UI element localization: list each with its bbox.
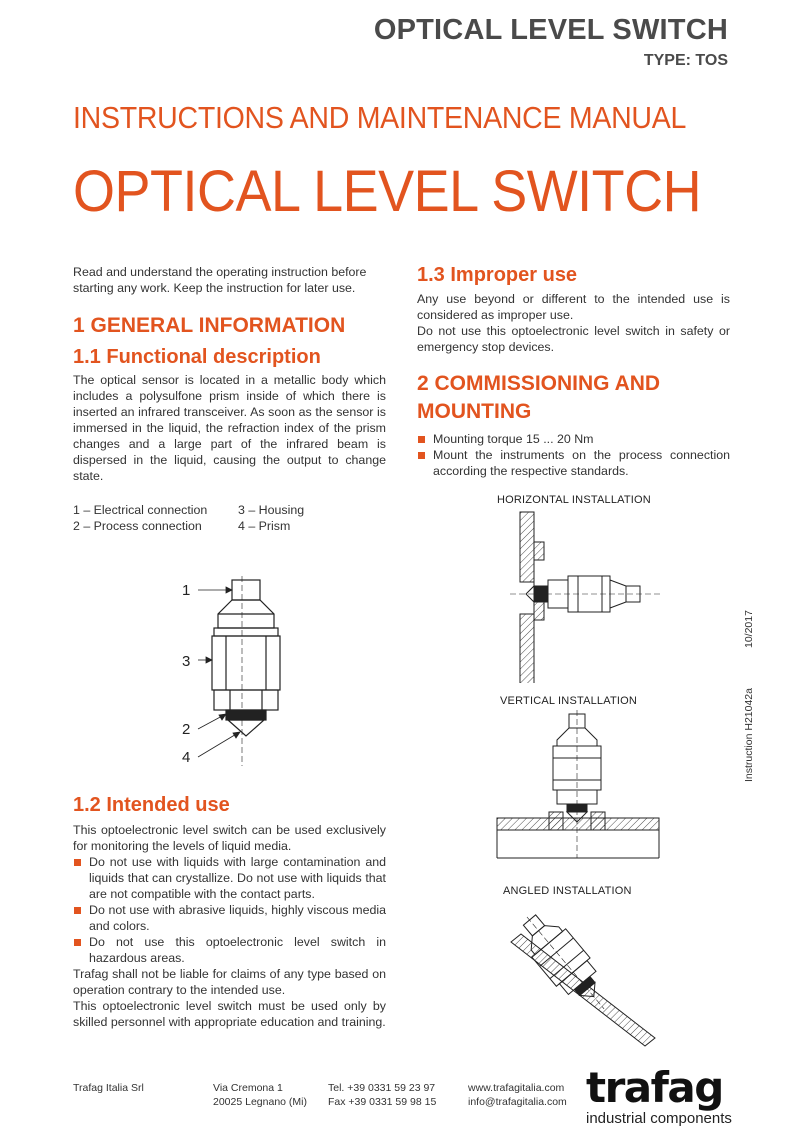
legend-item: 4 – Prism xyxy=(238,519,291,533)
angled-installation-drawing xyxy=(505,898,665,1048)
list-item: Do not use this optoelectronic level switch in hazardous areas. xyxy=(73,934,386,966)
section-1-2-heading: 1.2 Intended use xyxy=(73,794,230,816)
horizontal-installation-label: HORIZONTAL INSTALLATION xyxy=(497,494,651,506)
horizontal-installation-drawing xyxy=(490,508,670,683)
vertical-installation-drawing xyxy=(495,708,665,868)
mounting-list xyxy=(417,431,730,479)
footer-address: Via Cremona 1 20025 Legnano (Mi) xyxy=(213,1082,307,1108)
callout-4: 4 xyxy=(182,749,191,766)
footer-web xyxy=(468,1081,567,1109)
intro-text: Read and understand the operating instruction before starting any work. Keep the instruction for later use. xyxy=(73,265,367,295)
sensor-drawing xyxy=(190,570,300,770)
list-item: Do not use with liquids with large contamination and liquids that can crystallize. Do not use with liquids that are not compatible with the contact parts. xyxy=(73,854,386,902)
legend-item: 2 – Process connection xyxy=(73,519,202,533)
header-title: OPTICAL LEVEL SWITCH xyxy=(373,14,728,46)
angled-installation-label: ANGLED INSTALLATION xyxy=(503,885,632,897)
list-item: Do not use with abrasive liquids, highly viscous media and colors. xyxy=(73,902,386,934)
section-2-heading: 2 COMMISSIONING AND MOUNTING xyxy=(417,372,661,423)
legend-item: 3 – Housing xyxy=(238,503,305,517)
legend-item: 1 – Electrical connection xyxy=(73,503,208,517)
page-title: OPTICAL LEVEL SWITCH xyxy=(73,159,702,224)
section-1-heading: 1 GENERAL INFORMATION xyxy=(73,314,346,337)
callout-3: 3 xyxy=(182,653,191,670)
manual-title: INSTRUCTIONS AND MAINTENANCE MANUAL xyxy=(73,100,687,135)
vertical-installation-label: VERTICAL INSTALLATION xyxy=(500,695,638,707)
improper-use: Any use beyond or different to the intended use is considered as improper use. Do not use this optoelectronic level switch in safety or emergency stop devices. xyxy=(417,292,730,354)
callout-1: 1 xyxy=(182,582,191,599)
header-type: TYPE: TOS xyxy=(643,52,728,69)
date-code: 10/2017 xyxy=(743,610,755,648)
instruction-code: Instruction H21042a xyxy=(743,688,755,782)
section-1-1-heading: 1.1 Functional description xyxy=(73,346,321,368)
trafag-logo: trafag industrial components xyxy=(586,1063,732,1127)
intended-use: This optoelectronic level switch can be used exclusively for monitoring the levels of liquid media. Do not use with liquids with large contamination and liquids that can crystallize. Do not use with liquids that are not compatible with the contact parts. Do not use with abrasive liquids, highly viscous media and colors. Do not use this optoelectronic level switch in hazardous areas. Trafag shall not be liable for claims of any type based on operation contrary to the intended use. This optoelectronic level switch must be used only by skilled personnel with appropriate education and training. xyxy=(73,823,386,1029)
footer-company: Trafag Italia Srl xyxy=(73,1082,144,1094)
section-1-3-heading: 1.3 Improper use xyxy=(417,264,578,286)
callout-2: 2 xyxy=(182,721,191,738)
functional-description: The optical sensor is located in a metallic body which includes a polysulfone prism inside of which there is inserted an infrared transceiver. As soon as the sensor is immersed in the liquid, the refraction index of the prism changes and a large part of the infrared beam is dispersed in the liquid, causing the output to change state. xyxy=(73,373,386,483)
email-link[interactable]: info@trafagitalia.com xyxy=(468,1096,567,1108)
website-link[interactable]: www.trafagitalia.com xyxy=(468,1082,565,1094)
parts-legend xyxy=(73,502,386,534)
footer-phone: Tel. +39 0331 59 23 97 Fax +39 0331 59 98 15 xyxy=(328,1082,437,1108)
list-item: Mounting torque 15 ... 20 Nm xyxy=(417,431,730,447)
list-item: Mount the instruments on the process connection according the respective standards. xyxy=(417,447,730,479)
